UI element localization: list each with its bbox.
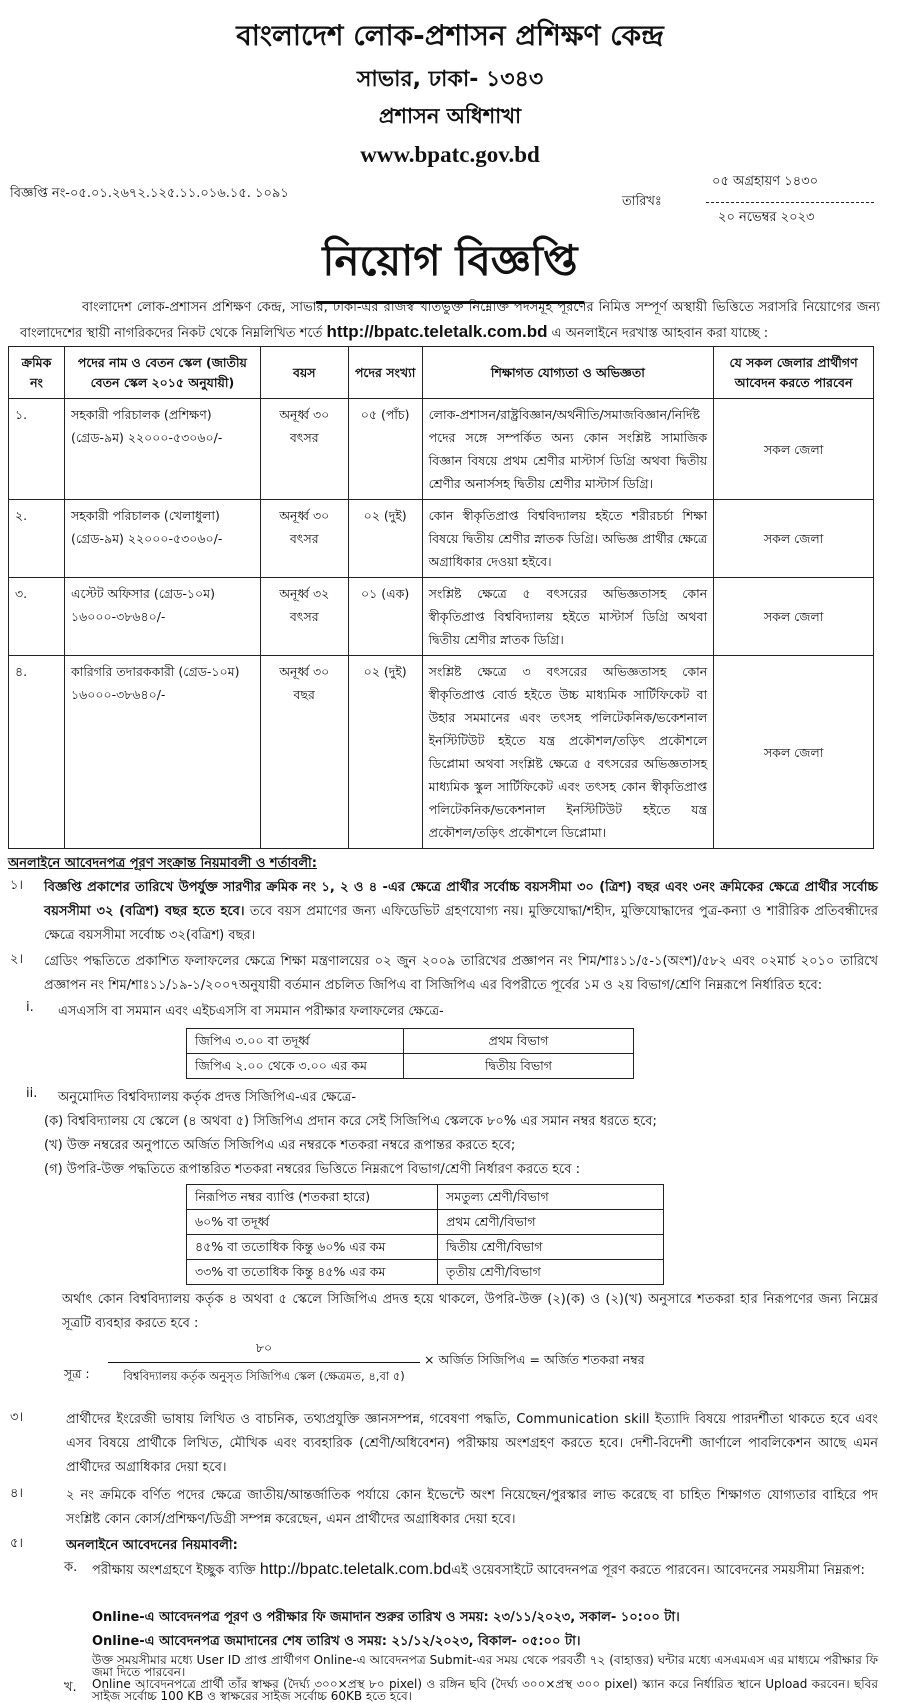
application-start: Online-এ আবেদনপত্র পূরণ ও পরীক্ষার ফি জমাদান শুরুর তারিখ ও সময়: ২৩/১১/২০২৩, সকাল- ১০:০০ টা।	[92, 1610, 680, 1625]
rule-2-i-number: i.	[26, 1000, 34, 1015]
cell-qualification: লোক-প্রশাসন/রাষ্ট্রবিজ্ঞান/অর্থনীতি/সমাজবিজ্ঞান/নির্দিষ্ট পদের সঙ্গে সম্পর্কিত অন্য কোন সংশ্লিষ্ট সামাজিক বিজ্ঞান বিষয়ে প্রথম শ্রেণীর মাস্টার্স ডিগ্রি অথবা দ্বিতীয় শ্রেণীর অনার্সসহ দ্বিতীয় শ্রেণীর মাস্টার্স ডিগ্রি।	[422, 399, 714, 500]
cell-serial: ২.	[9, 500, 65, 578]
cell-qualification: কোন স্বীকৃতিপ্রাপ্ত বিশ্ববিদ্যালয় হইতে শরীরচর্চা শিক্ষা বিষয়ে দ্বিতীয় শ্রেণীর স্নাতক ডিগ্রি। অভিজ্ঞ প্রার্থীর ক্ষেত্রে অগ্রাধিকার দেওয়া হইবে।	[422, 500, 714, 578]
rule-5-kha-text: Online আবেদনপত্রে প্রার্থী তাঁর স্বাক্ষর (দৈর্ঘ্য ৩০০×প্রস্থ ৮০ pixel) ও রঙ্গিন ছবি (দৈর্ঘ্য ৩০০×প্রস্থ ৩০০ pixel) স্ক্যান করে নির্ধারিত স্থানে Upload করবেন। ছবির সাইজ সর্বোচ্চ 100 KB ও স্বাক্ষরের সাইজ সর্বোচ্চ 60KB হতে হবে।	[92, 1677, 878, 1703]
gpa-range: জিপিএ ৩.০০ বা তদূর্ধ্ব	[187, 1029, 404, 1054]
rule-5-ka-text: পরীক্ষায় অংশগ্রহণে ইচ্ছুক ব্যক্তি http://bpatc.teletalk.com.bdএই ওয়েবসাইটে আবেদনপত্র পূরণ করতে পারবেন। আবেদনের সময়সীমা নিম্নরূপ:	[92, 1561, 865, 1578]
rule-2-number: ২।	[10, 952, 24, 967]
formula-note: অর্থাৎ কোন বিশ্ববিদ্যালয় কর্তৃক ৪ অথবা ৫ স্কেলে সিজিপিএ প্রদত্ত হয়ে থাকলে, উপরি-উক্ত (২)(ক) ও (২)(খ) অনুসারে শতকরা হার নিরূপণের জন্য নিম্নের সূত্রটি ব্যবহার করতে হবে :	[62, 1292, 878, 1331]
gpa-table	[186, 1028, 634, 1079]
pct-class: দ্বিতীয় শ্রেণী/বিভাগ	[438, 1235, 664, 1260]
rule-2-ii-number: ii.	[26, 1086, 38, 1101]
cell-count: ০৫ (পাঁচ)	[348, 399, 422, 500]
cell-post: কারিগরি তদারককারী (গ্রেড-১০ম) ১৬০০০-৩৮৬৪০/-	[64, 656, 260, 849]
cell-district: সকল জেলা	[714, 399, 874, 500]
header-district: যে সকল জেলার প্রার্থীগণ আবেদন করতে পারবেন	[714, 347, 874, 399]
cell-age: অনূর্ধ্ব ৩০ বছর	[260, 656, 348, 849]
rule-4-text: ২ নং ক্রমিকে বর্ণিত পদের ক্ষেত্রে জাতীয়/আন্তর্জাতিক পর্যায়ে কোন ইভেন্টে অংশ নিয়েছেন/পুরস্কার লাভ করেছে বা চাহিত শিক্ষাগত যোগ্যতার বাহিরে পদ সংশ্লিষ্ট কোন কোর্স/প্রশিক্ষণ/ডিগ্রী সম্পন্ন করেছেন, এমন প্রার্থীদের অগ্রাধিকার দেয়া হবে।	[66, 1488, 878, 1527]
rule-2-ka: (ক) বিশ্ববিদ্যালয় যে স্কেলে (৪ অথবা ৫) সিজিপিএ প্রদান করে সেই সিজিপিএ স্কেলকে ৮০% এর সমান নম্বর ধরতে হবে;	[44, 1114, 657, 1129]
rule-1-text: বিজ্ঞপ্তি প্রকাশের তারিখে উপর্যুক্ত সারণীর ক্রমিক নং ১, ২ ও ৪ -এর ক্ষেত্রে প্রার্থীর সর্বোচ্চ বয়সসীমা ৩০ (ত্রিশ) বছর এবং ৩নং ক্রমিকের ক্ষেত্রে প্রার্থীর সর্বোচ্চ বয়সসীমা ৩২ (বত্রিশ) বছর হতে হবে। তবে বয়স প্রমাণের জন্য এফিডেভিট গ্রহণযোগ্য নয়। মুক্তিযোদ্ধা/শহীদ, মুক্তিযোদ্ধাদের পুত্র-কন্যা ও শারীরিক প্রতিবন্ধীদের ক্ষেত্রে বয়সসীমা সর্বোচ্চ ৩২(বত্রিশ) বছর।	[44, 880, 878, 943]
cell-serial: ৪.	[9, 656, 65, 849]
notice-title: নিয়োগ বিজ্ঞপ্তি	[0, 228, 900, 304]
website-link[interactable]: www.bpatc.gov.bd	[360, 142, 540, 167]
header-count: পদের সংখ্যা	[348, 347, 422, 399]
pct-range: ৩৩% বা ততোধিক কিন্তু ৪৫% এর কম	[187, 1260, 438, 1285]
rule-2-i-text: এসএসসি বা সমমান এবং এইচএসসি বা সমমান পরীক্ষার ফলাফলের ক্ষেত্রে-	[58, 1004, 444, 1019]
rule-3-text: প্রার্থীদের ইংরেজী ভাষায় লিখিত ও বাচনিক, তথ্যপ্রযুক্তি জ্ঞানসম্পন্ন, গবেষণা পদ্ধতি, Communication skill ইত্যাদি বিষয়ে পারদর্শীতা থাকতে হবে এবং এসব বিষয়ে প্রার্থীকে লিখিত, মৌখিক এবং ব্যবহারিক (শ্রেণী/অধিবেশন) পরীক্ষায় অংশগ্রহণ করতে হবে। দেশী-বিদেশী জার্ণালে পাবলিকেশন আছে এমন প্রার্থীদের অগ্রাধিকার দেয়া হবে।	[66, 1412, 878, 1475]
cell-count: ০২ (দুই)	[348, 656, 422, 849]
table-row	[9, 578, 874, 656]
pct-class: প্রথম শ্রেণী/বিভাগ	[438, 1210, 664, 1235]
header-age: বয়স	[260, 347, 348, 399]
table-row	[9, 500, 874, 578]
rules-heading: অনলাইনে আবেদনপত্র পূরণ সংক্রান্ত নিয়মাবলী ও শর্তাবলী:	[8, 856, 317, 871]
formula-label: সূত্র :	[64, 1366, 90, 1381]
rule-2-ii-text: অনুমোদিত বিশ্ববিদ্যালয় কর্তৃক প্রদত্ত সিজিপিএ-এর ক্ষেত্রে-	[58, 1090, 357, 1105]
cell-district: সকল জেলা	[714, 578, 874, 656]
rule-2-kha: (খ) উক্ত নম্বরের অনুপাতে অর্জিত সিজিপিএ এর নম্বরকে শতকরা নম্বরে রূপান্তর করতে হবে;	[44, 1138, 516, 1153]
table-row	[187, 1029, 634, 1054]
percentage-table	[186, 1184, 664, 1285]
branch-name: প্রশাসন অধিশাখা	[378, 104, 522, 128]
header-qualification: শিক্ষাগত যোগ্যতা ও অভিজ্ঞতা	[422, 347, 714, 399]
formula-rhs: × অর্জিত সিজিপিএ = অর্জিত শতকরা নম্বর	[424, 1352, 645, 1367]
table-row	[187, 1260, 664, 1285]
cell-qualification: সংশ্লিষ্ট ক্ষেত্রে ৫ বৎসরের অভিজ্ঞতাসহ কোন স্বীকৃতিপ্রাপ্ত বিশ্ববিদ্যালয় হইতে মাস্টার্স ডিগ্রি অথবা দ্বিতীয় শ্রেণীর স্নাতক ডিগ্রি।	[422, 578, 714, 656]
pct-range: নিরূপিত নম্বর ব্যাপ্তি (শতকরা হারে)	[187, 1185, 438, 1210]
formula-denominator: বিশ্ববিদ্যালয় কর্তৃক অনুসৃত সিজিপিএ স্কেল (ক্ষেত্রমত, ৪,বা ৫)	[123, 1369, 405, 1383]
table-row	[187, 1185, 664, 1210]
cell-serial: ১.	[9, 399, 65, 500]
organization-location: সাভার, ঢাকা- ১৩৪৩	[356, 67, 544, 92]
date-divider	[706, 202, 874, 203]
cell-district: সকল জেলা	[714, 500, 874, 578]
cell-age: অনূর্ধ্ব ৩০ বৎসর	[260, 500, 348, 578]
gpa-division: দ্বিতীয় বিভাগ	[404, 1054, 634, 1079]
table-row	[187, 1210, 664, 1235]
intro-paragraph: বাংলাদেশ লোক-প্রশাসন প্রশিক্ষণ কেন্দ্র, সাভার, ঢাকা-এর রাজস্ব খাতভুক্ত নিম্নোক্ত পদসমূহ পূরণের নিমিত্ত সম্পূর্ণ অস্থায়ী ভিত্তিতে সরাসরি নিয়োগের জন্য বাংলাদেশের স্থায়ী নাগরিকদের নিকট থেকে নিম্নলিখিত শর্তে http://bpatc.teletalk.com.bd এ অনলাইনে দরখাস্ত আহবান করা যাচ্ছে :	[20, 300, 880, 341]
formula-numerator: ৮০	[255, 1340, 273, 1355]
table-row	[9, 399, 874, 500]
rule-5-number: ৫।	[10, 1536, 24, 1551]
pct-class: তৃতীয় শ্রেণী/বিভাগ	[438, 1260, 664, 1285]
cell-serial: ৩.	[9, 578, 65, 656]
pct-range: ৬০% বা তদূর্ধ্ব	[187, 1210, 438, 1235]
payment-note: উক্ত সময়সীমার মধ্যে User ID প্রাপ্ত প্রার্থীগণ Online-এ আবেদনপত্র Submit-এর সময় থেকে পরবর্তী ৭২ (বাহাত্তর) ঘন্টার মধ্যে এসএমএস এর মাধ্যমে পরীক্ষার ফি জমা দিতে পারবেন।	[92, 1653, 878, 1679]
formula-fraction-bar	[108, 1362, 420, 1363]
pct-range: ৪৫% বা ততোধিক কিন্তু ৬০% এর কম	[187, 1235, 438, 1260]
rule-2-text: গ্রেডিং পদ্ধতিতে প্রকাশিত ফলাফলের ক্ষেত্রে শিক্ষা মন্ত্রণালয়ের ০২ জুন ২০০৯ তারিখের প্রজ্ঞাপন নং শিম/শাঃ১১/৫-১(অংশ)/৫৮২ এবং ০২মার্চ ২০১০ তারিখে প্রজ্ঞাপন নং শিম/শাঃ১১/১৯-১/২০০৭অনুযায়ী বর্তমান প্রচলিত জিপিএ বা সিজিপিএ এর বিপরীতে পূর্বের ১ম ও ২য় বিভাগ/শ্রেণি নিম্নরূপে নির্ধারিত হবে:	[44, 954, 878, 993]
cell-post: এস্টেট অফিসার (গ্রেড-১০ম) ১৬০০০-৩৮৬৪০/-	[64, 578, 260, 656]
gpa-range: জিপিএ ২.০০ থেকে ৩.০০ এর কম	[187, 1054, 404, 1079]
table-row	[187, 1054, 634, 1079]
teletalk-link-2[interactable]: http://bpatc.teletalk.com.bd	[259, 1561, 452, 1578]
rule-3-number: ৩।	[10, 1410, 24, 1425]
cell-age: অনূর্ধ্ব ৩২ বৎসর	[260, 578, 348, 656]
gpa-division: প্রথম বিভাগ	[404, 1029, 634, 1054]
table-header-row	[9, 347, 874, 399]
rule-1-number: ১।	[10, 878, 24, 893]
teletalk-link[interactable]: http://bpatc.teletalk.com.bd	[326, 322, 548, 341]
rule-5-heading: অনলাইনে আবেদনের নিয়মাবলী:	[66, 1538, 238, 1553]
date-label: তারিখঃ	[622, 194, 662, 209]
application-end: Online-এ আবেদনপত্র জমাদানের শেষ তারিখ ও সময়: ২১/১২/২০২৩, বিকাল- ০৫:০০ টা।	[92, 1634, 581, 1649]
date-english: ২০ নভেম্বর ২০২৩	[718, 210, 815, 225]
header-serial: ক্রমিক নং	[9, 347, 65, 399]
organization-name: বাংলাদেশ লোক-প্রশাসন প্রশিক্ষণ কেন্দ্র	[236, 19, 664, 52]
cell-post: সহকারী পরিচালক (প্রশিক্ষণ) (গ্রেড-৯ম) ২২০০০-৫৩০৬০/-	[64, 399, 260, 500]
rule-5-kha-number: খ.	[64, 1680, 77, 1695]
cell-district: সকল জেলা	[714, 656, 874, 849]
table-row	[187, 1235, 664, 1260]
rule-5-ka-number: ক.	[64, 1560, 78, 1575]
cell-qualification: সংশ্লিষ্ট ক্ষেত্রে ৩ বৎসরের অভিজ্ঞতাসহ কোন স্বীকৃতিপ্রাপ্ত বোর্ড হইতে উচ্চ মাধ্যমিক সার্টিফিকেট বা উহার সমমানের এবং তৎসহ পলিটেকনিক/ভকেশনাল ইনস্টিটিউট হইতে যন্ত্র প্রকৌশল/তড়িৎ প্রকৌশলে ডিপ্লোমা অথবা সংশ্লিষ্ট ক্ষেত্রে ৫ বৎসরের অভিজ্ঞতাসহ মাধ্যমিক স্কুল সার্টিফিকেট এবং তৎসহ কোন স্বীকৃতিপ্রাপ্ত পলিটেকনিক/ভকেশনাল ইনস্টিটিউট হইতে যন্ত্র প্রকৌশল/তড়িৎ প্রকৌশলে ডিপ্লোমা।	[422, 656, 714, 849]
rule-2-ga: (গ) উপরি-উক্ত পদ্ধতিতে রূপান্তরিত শতকরা নম্বরের ভিত্তিতে নিম্নরূপে বিভাগ/শ্রেণী নির্ধারণ করতে হবে :	[44, 1162, 581, 1177]
cell-count: ০১ (এক)	[348, 578, 422, 656]
date-bangla: ০৫ অগ্রহায়ণ ১৪৩০	[712, 174, 819, 189]
vacancy-table	[8, 346, 874, 849]
pct-class: সমতুল্য শ্রেণী/বিভাগ	[438, 1185, 664, 1210]
cell-post: সহকারী পরিচালক (খেলাধুলা) (গ্রেড-৯ম) ২২০০০-৫৩০৬০/-	[64, 500, 260, 578]
cell-age: অনূর্ধ্ব ৩০ বৎসর	[260, 399, 348, 500]
memo-number: বিজ্ঞপ্তি নং-০৫.০১.২৬৭২.১২৫.১১.০১৬.১৫. ১০৯১	[10, 186, 289, 201]
cell-count: ০২ (দুই)	[348, 500, 422, 578]
rule-4-number: ৪।	[10, 1486, 24, 1501]
table-row	[9, 656, 874, 849]
header-post: পদের নাম ও বেতন স্কেল (জাতীয় বেতন স্কেল ২০১৫ অনুযায়ী)	[64, 347, 260, 399]
